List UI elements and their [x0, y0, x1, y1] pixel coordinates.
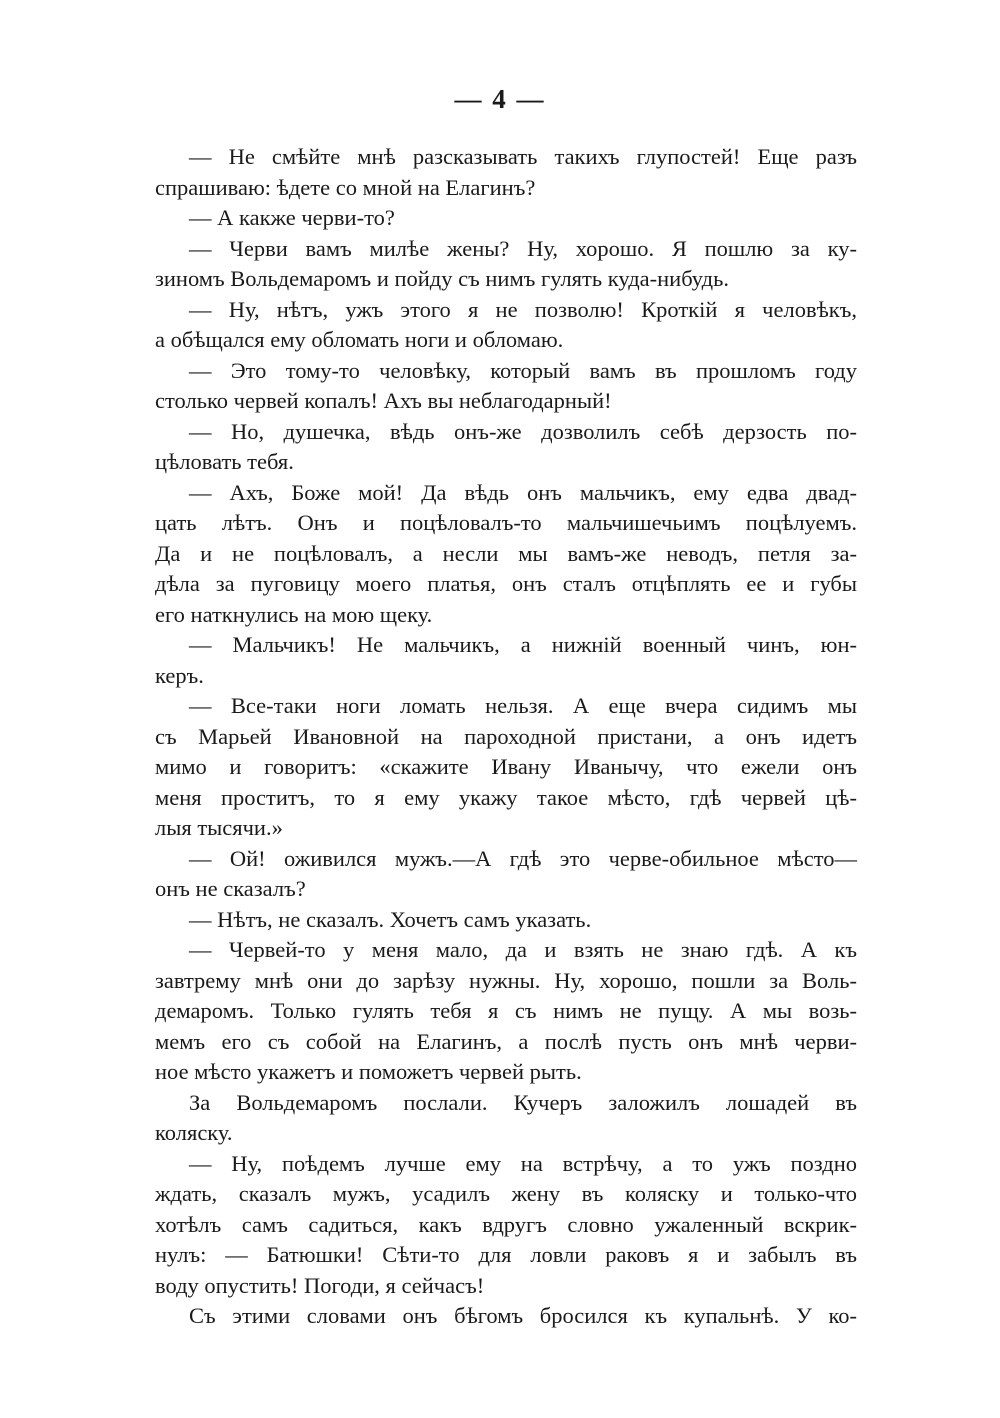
text-line: спрашиваю: ѣдете со мной на Елагинъ?	[155, 174, 536, 200]
text-line: — Мальчикъ! Не мальчикъ, а нижній военный чинъ, юн-	[189, 632, 857, 657]
text-line: — Ой! оживился мужъ.—А гдѣ это черве-обильное мѣсто—	[189, 845, 857, 871]
text-line: цѣловать тебя.	[155, 449, 294, 474]
text-line: мемъ его съ собой на Елагинъ, а послѣ пусть онъ мнѣ черви-	[155, 1028, 857, 1054]
text-line: — Ну, нѣтъ, ужъ этого я не позволю! Кроткій я человѣкъ,	[189, 296, 857, 322]
text-line: керъ.	[155, 662, 204, 688]
text-line: За Вольдемаромъ послали. Кучеръ заложилъ лошадей въ	[189, 1089, 857, 1115]
text-line: нулъ: — Батюшки! Сѣти-то для ловли раковъ я и забылъ въ	[155, 1242, 857, 1267]
text-line: мимо и говоритъ: «скажите Ивану Иванычу, что ежели онъ	[155, 754, 857, 779]
text-line: его наткнулись на мою щеку.	[155, 601, 433, 627]
text-line: — Это тому-то человѣку, который вамъ въ прошломъ году	[189, 357, 857, 383]
text-line: Да и не поцѣловалъ, а несли мы вамъ-же неводъ, петля за-	[155, 540, 857, 566]
text-line: — Черви вамъ милѣе жены? Ну, хорошо. Я пошлю за ку-	[189, 235, 857, 261]
text-line: — А какже черви-то?	[189, 205, 395, 230]
text-line: — Все-таки ноги ломать нельзя. А еще вчера сидимъ мы	[189, 693, 857, 718]
page-number: — 4 —	[454, 84, 546, 114]
text-line: цать лѣтъ. Онъ и поцѣловалъ-то мальчишечьимъ поцѣлуемъ.	[155, 510, 857, 535]
text-line: коляску.	[155, 1120, 233, 1145]
text-line: меня проститъ, то я ему укажу такое мѣсто, гдѣ червей цѣ-	[155, 784, 857, 810]
text-line: съ Марьей Ивановной на пароходной пристани, а онъ идетъ	[155, 723, 857, 749]
text-line: — Червей-то у меня мало, да и взять не знаю гдѣ. А къ	[189, 937, 857, 962]
text-line: — Нѣтъ, не сказалъ. Хочетъ самъ указать.	[189, 906, 592, 932]
text-line: — Ну, поѣдемъ лучше ему на встрѣчу, а то ужъ поздно	[189, 1150, 857, 1176]
text-line: хотѣлъ самъ садиться, какъ вдругъ словно ужаленный вскрик-	[155, 1211, 857, 1237]
text-line: — Ахъ, Боже мой! Да вѣдь онъ мальчикъ, ему едва двад-	[189, 479, 857, 505]
text-line: дѣла за пуговицу моего платья, онъ сталъ отцѣплять ее и губы	[155, 571, 857, 596]
text-line: ное мѣсто укажетъ и поможетъ червей рыть.	[155, 1059, 582, 1084]
body-text	[155, 142, 857, 1332]
text-line: — Но, душечка, вѣдь онъ-же дозволилъ себѣ дерзость по-	[189, 418, 857, 444]
text-line: завтрему мнѣ они до зарѣзу нужны. Ну, хорошо, пошли за Воль-	[155, 967, 857, 993]
text-line: ждать, сказалъ мужъ, усадилъ жену въ коляску и только-что	[155, 1181, 857, 1206]
text-line: онъ не сказалъ?	[155, 876, 306, 901]
text-line: Съ этими словами онъ бѣгомъ бросился къ купальнѣ. У ко-	[189, 1303, 857, 1328]
text-line: а обѣщался ему обломать ноги и обломаю.	[155, 327, 564, 352]
text-line: лыя тысячи.»	[155, 815, 283, 840]
text-line: воду опустить! Погоди, я сейчасъ!	[155, 1272, 485, 1298]
text-line: демаромъ. Только гулять тебя я съ нимъ не пущу. А мы возь-	[155, 998, 857, 1023]
text-line: зиномъ Вольдемаромъ и пойду съ нимъ гулять куда-нибудь.	[155, 266, 729, 291]
text-line: — Не смѣйте мнѣ разсказывать такихъ глупостей! Еще разъ	[189, 144, 857, 169]
text-line: столько червей копалъ! Ахъ вы неблагодарный!	[155, 388, 612, 413]
